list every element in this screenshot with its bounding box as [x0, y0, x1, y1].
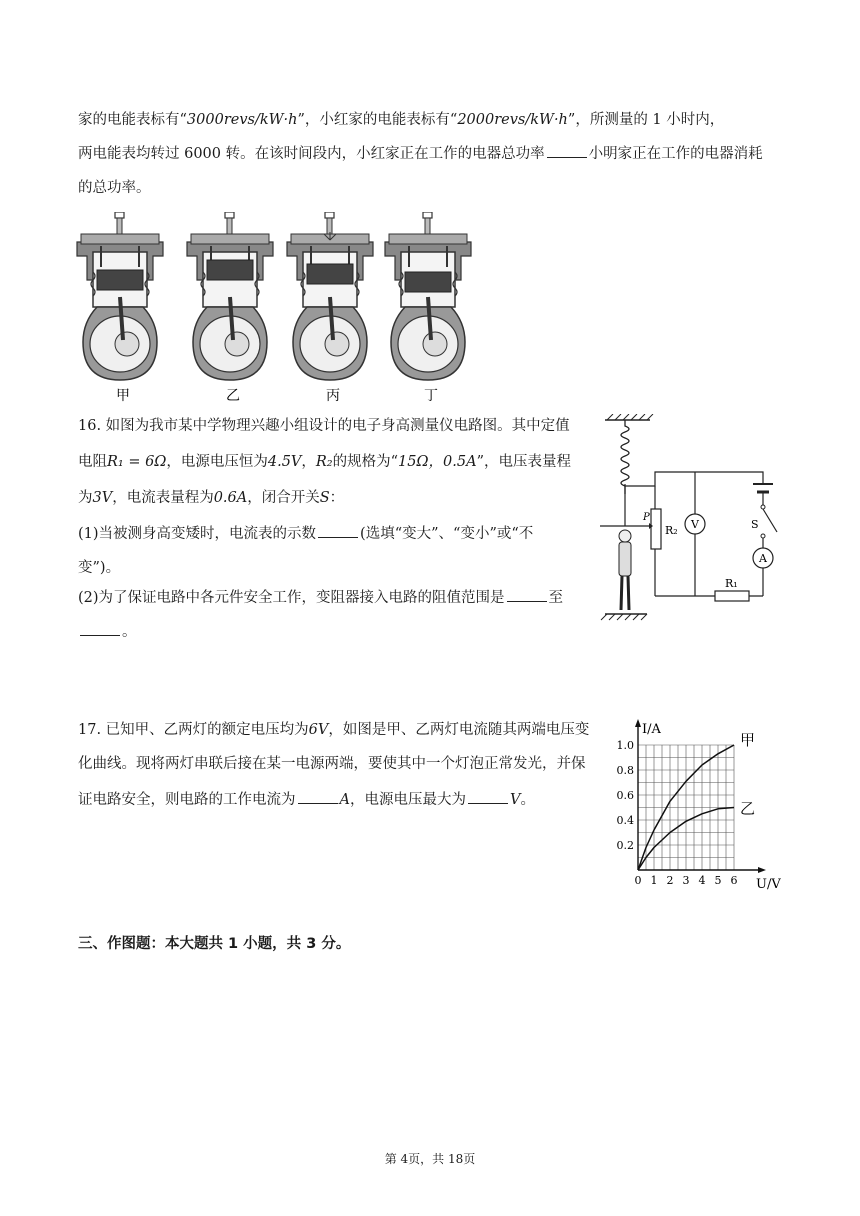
q15-text: 家的电能表标有“ — [78, 112, 187, 128]
voltmeter-label: V — [691, 518, 699, 531]
q17-text: 。 — [520, 792, 535, 808]
switch-symbol: S — [319, 490, 330, 506]
series-label-yi: 乙 — [740, 799, 756, 818]
q16-text: 变”)。 — [78, 560, 121, 576]
q16-line-7 — [78, 616, 137, 648]
voltmeter-range: 3V — [92, 490, 113, 506]
q16-text: (2)为了保证电路中各元件安全工作，变阻器接入电路的阻值范围是 — [78, 590, 505, 606]
answer-blank[interactable] — [318, 536, 358, 538]
q16-text: 为 — [78, 490, 93, 506]
q16-text: (1)当被测身高变矮时，电流表的示数 — [78, 526, 317, 542]
q15-text: 两电能表均转过 6000 转。在该时间段内，小红家正在工作的电器总功率 — [78, 146, 545, 162]
q15-text: ”，小红家的电能表标有“ — [297, 112, 458, 128]
chart-grid — [638, 745, 734, 870]
meter-spec-xiaohong: 2000revs/kW·h — [457, 112, 568, 128]
y-tick-label: 0.4 — [616, 814, 634, 827]
y-tick-label: 0.8 — [616, 764, 634, 777]
q17-line-2 — [78, 748, 586, 780]
section-3-title: 三、作图题：本大题共 1 小题，共 3 分。 — [78, 936, 351, 952]
ammeter-label: A — [759, 552, 767, 565]
engine-strokes-figure — [75, 212, 485, 407]
ammeter-range: 0.6A — [213, 490, 248, 506]
q17-text: ，如图是甲、乙两灯电流随其两端电压变 — [328, 722, 590, 738]
q16-text: 。 — [122, 624, 137, 640]
q16-text: 16. 如图为我市某中学物理兴趣小组设计的电子身高测量仪电路图。其中定值 — [78, 418, 570, 434]
unit-ampere: A — [339, 792, 350, 808]
y-axis-arrow — [635, 719, 641, 727]
q16-text: ，闭合开关 — [247, 490, 320, 506]
q15-text: 的总功率。 — [78, 180, 151, 196]
x-tick-label: 1 — [650, 874, 658, 887]
x-tick-label: 4 — [698, 874, 706, 887]
q16-text: ： — [329, 490, 345, 506]
slider-p-label: P — [643, 512, 650, 523]
q16-text: 电阻 — [78, 454, 107, 470]
engine-label-ding: 丁 — [424, 388, 438, 404]
y-tick-label: 1.0 — [616, 739, 634, 752]
unit-volt: V — [509, 792, 521, 808]
r2-spec: 15Ω，0.5A — [398, 454, 477, 470]
answer-blank[interactable] — [80, 634, 120, 636]
y-axis-label: I/A — [642, 722, 661, 737]
answer-blank[interactable] — [298, 802, 338, 804]
answer-blank[interactable] — [547, 156, 587, 158]
q16-line-6 — [78, 582, 563, 614]
answer-blank[interactable] — [468, 802, 508, 804]
engine-label-bing: 丙 — [326, 388, 340, 404]
q16-text: ”，电压表量程 — [476, 454, 571, 470]
r2-symbol: R₂ — [315, 454, 333, 470]
x-tick-label: 0 — [634, 874, 642, 887]
x-axis-label: U/V — [756, 877, 781, 892]
page-footer: 第 4页，共 18页 — [384, 1152, 476, 1166]
q17-text: 化曲线。现将两灯串联后接在某一电源两端，要使其中一个灯泡正常发光，并保 — [78, 756, 586, 772]
height-meter-circuit — [595, 414, 795, 626]
q17-line-1 — [78, 714, 589, 746]
q15-text: 小明家正在工作的电器消耗 — [588, 146, 763, 162]
iu-curve-chart — [612, 716, 787, 894]
q16-text: ，电源电压恒为 — [166, 454, 268, 470]
answer-blank[interactable] — [507, 600, 547, 602]
supply-voltage: 4.5V — [267, 454, 302, 470]
series-label-jia: 甲 — [740, 731, 756, 749]
y-tick-label: 0.6 — [616, 789, 634, 802]
q16-text: ，电流表量程为 — [112, 490, 214, 506]
engine-label-yi: 乙 — [226, 388, 240, 404]
q16-text: 的规格为“ — [332, 454, 399, 470]
x-tick-label: 2 — [666, 874, 674, 887]
q16-line-4 — [78, 518, 533, 550]
q17-text: 证电路安全，则电路的工作电流为 — [78, 792, 296, 808]
q16-line-3 — [78, 482, 344, 514]
x-tick-label: 5 — [714, 874, 722, 887]
chart-labels — [617, 722, 782, 892]
q17-line-3 — [78, 784, 535, 816]
q16-line-5 — [78, 552, 120, 584]
q15-line-3 — [78, 172, 151, 204]
q16-text: 至 — [548, 590, 564, 606]
q17-text: ，电源电压最大为 — [349, 792, 466, 808]
q15-text: ”，所测量的 1 小时内， — [567, 112, 725, 128]
q15-line-2 — [78, 138, 763, 170]
r1-value: R₁ = 6Ω — [107, 454, 167, 470]
q16-line-1 — [78, 410, 570, 442]
meter-spec-xiaoming: 3000revs/kW·h — [186, 112, 298, 128]
r2-label: R₂ — [665, 524, 678, 537]
engine-label-jia: 甲 — [116, 388, 130, 404]
x-tick-label: 3 — [682, 874, 690, 887]
q16-line-2 — [78, 446, 571, 478]
x-axis-arrow — [758, 867, 766, 873]
r1-label: R₁ — [725, 577, 738, 590]
q17-text: 17. 已知甲、乙两灯的额定电压均为 — [78, 722, 309, 738]
y-tick-label: 0.2 — [616, 839, 634, 852]
q16-text: ， — [301, 454, 316, 470]
x-tick-label: 6 — [730, 874, 738, 887]
rated-voltage: 6V — [308, 722, 329, 738]
q16-text: (选填“变大”、“变小”或“不 — [360, 526, 534, 542]
q15-line-1 — [78, 104, 724, 136]
switch-label: S — [751, 518, 759, 531]
